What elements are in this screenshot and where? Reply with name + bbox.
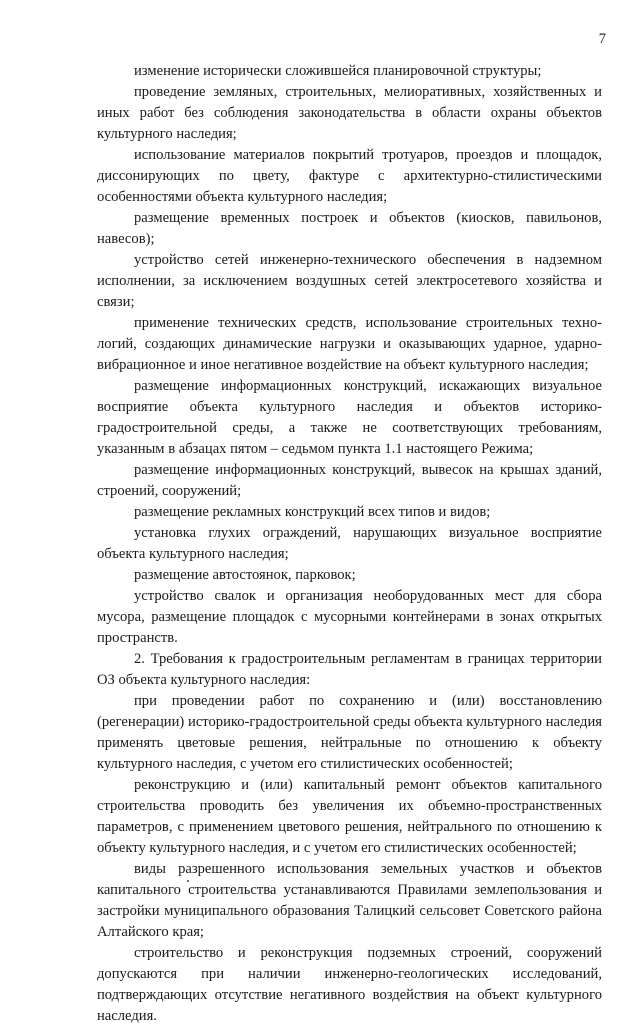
page-number: 7 bbox=[598, 31, 606, 47]
paragraph: размещение информационных конструкций, искажающих визуальное восприятие объекта культурного наследия и объектов историко-градостроительной среды, а также не соответствующих требованиям, указанным в абзацах пятом – седьмом пункта 1.1 настоящего Режима; bbox=[97, 378, 602, 457]
paragraph: строительство и реконструкция подземных строений, сооружений допускаются при наличии инженерно-геологических исследований, подтверждающих отсутствие негативного воздействия на объект культурного наследия. bbox=[97, 945, 602, 1024]
document-body bbox=[97, 61, 602, 1027]
paragraph: установка глухих ограждений, нарушающих визуальное восприятие объекта культурного наследия; bbox=[97, 525, 602, 562]
section-heading: 2. Требования к градостроительным регламентам в границах территории ОЗ объекта культурного наследия: bbox=[97, 651, 602, 688]
scan-speck bbox=[187, 880, 189, 882]
paragraph: применение технических средств, использование строительных технологий, создающих динамические нагрузки и оказывающих ударное, ударно-вибрационное и иное негативное воздействие на объект культурного наследия; bbox=[97, 315, 602, 373]
paragraph: устройство сетей инженерно-технического обеспечения в надземном исполнении, за исключением воздушных сетей электросетевого хозяйства и связи; bbox=[97, 252, 602, 310]
paragraph: размещение рекламных конструкций всех типов и видов; bbox=[134, 504, 491, 520]
paragraph: виды разрешенного использования земельных участков и объектов капитального строительства устанавливаются Правилами землепользования и застройки муниципального образования Талицкий сельсовет Советского района Алтайского края; bbox=[97, 861, 602, 940]
paragraph: реконструкцию и (или) капитальный ремонт объектов капитального строительства проводить без увеличения их объемно-пространственных параметров, с применением цветового решения, нейтрального по отношению к объекту культурного наследия, и с учетом его стилистических особенностей; bbox=[97, 777, 602, 856]
paragraph: размещение временных построек и объектов (киосков, павильонов, навесов); bbox=[97, 210, 602, 247]
paragraph: проведение земляных, строительных, мелиоративных, хозяйственных и иных работ без соблюдения законодательства в области охраны объектов культурного наследия; bbox=[97, 84, 602, 142]
paragraph: размещение информационных конструкций, вывесок на крышах зданий, строений, сооружений; bbox=[97, 462, 602, 499]
paragraph: устройство свалок и организация необорудованных мест для сбора мусора, размещение площадок с мусорными контейнерами в зонах открытых пространств. bbox=[97, 588, 602, 646]
paragraph: при проведении работ по сохранению и (или) восстановлению (регенерации) историко-градостроительной среды объекта культурного наследия применять цветовые решения, нейтральные по отношению к объекту культурного наследия, с учетом его стилистических особенностей; bbox=[97, 693, 602, 772]
paragraph: использование материалов покрытий тротуаров, проездов и площадок, диссонирующих по цвету, фактуре с архитектурно-стилистическими особенностями объекта культурного наследия; bbox=[97, 147, 602, 205]
paragraph: размещение автостоянок, парковок; bbox=[134, 567, 356, 583]
paragraph: изменение исторически сложившейся планировочной структуры; bbox=[134, 63, 542, 79]
